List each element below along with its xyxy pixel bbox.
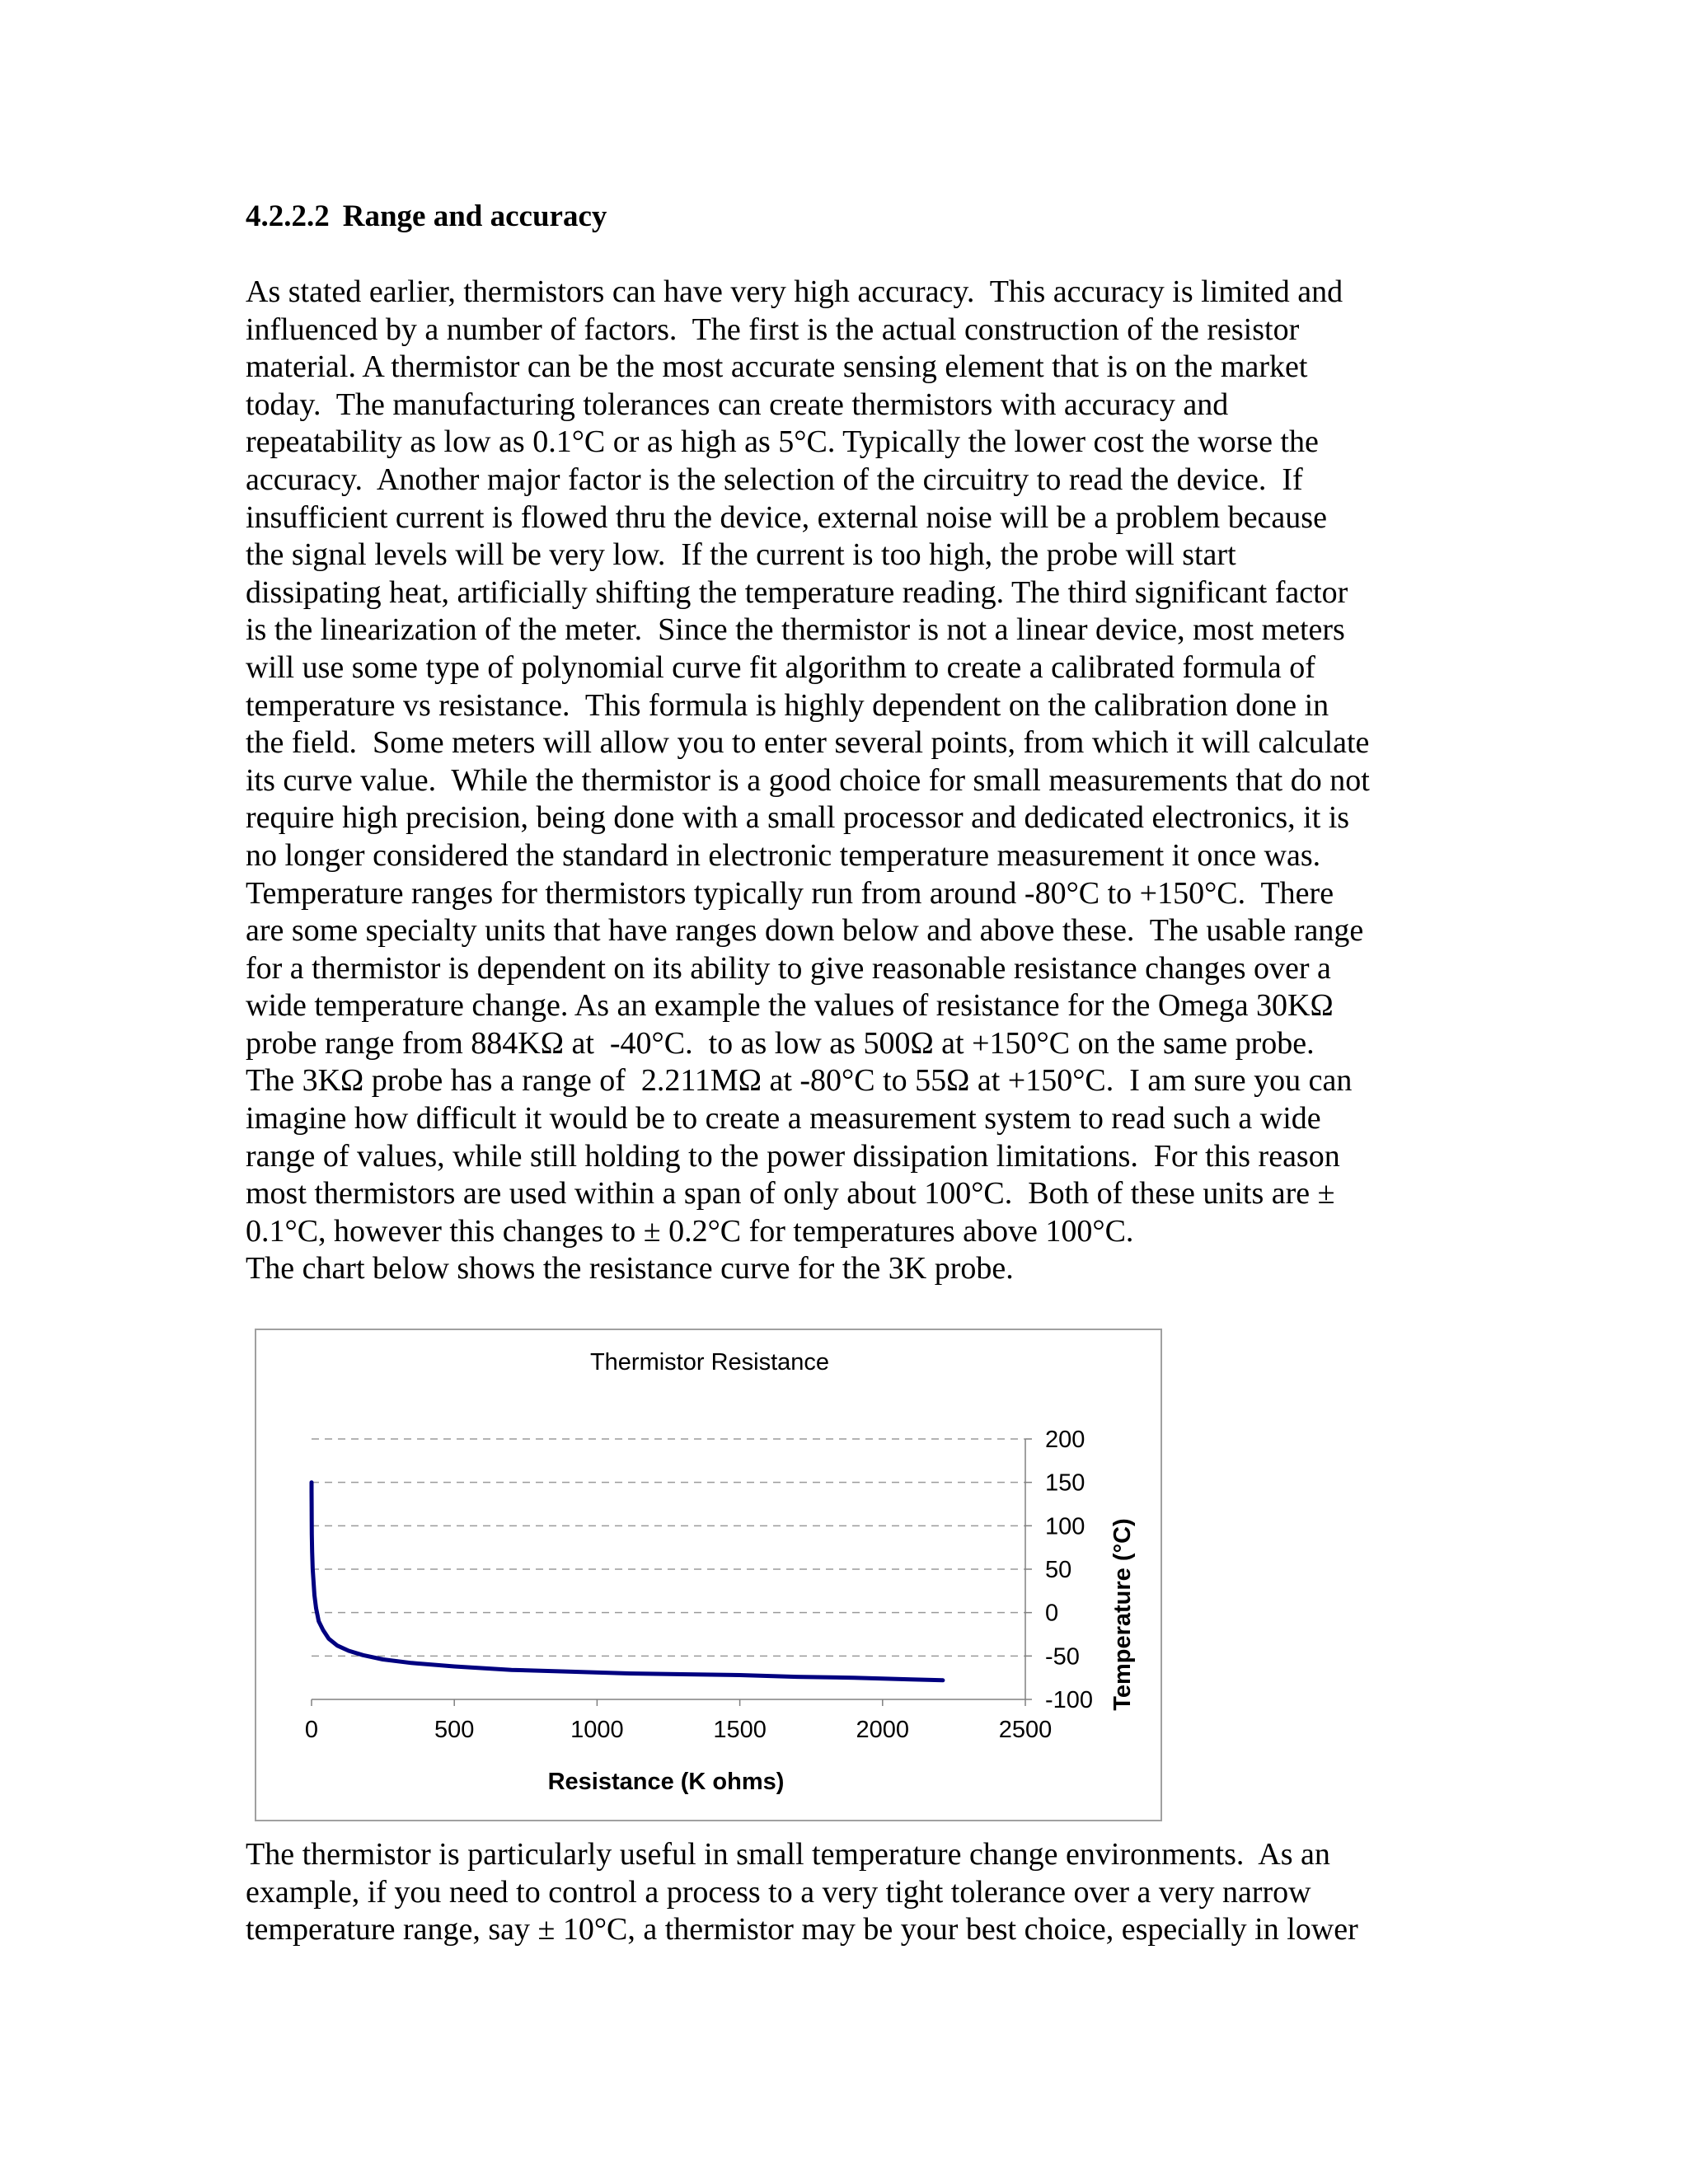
text-line: will use some type of polynomial curve fit algorithm to create a calibrated formula of (246, 649, 1315, 685)
paragraph-range-accuracy (246, 274, 1370, 1288)
text-line: most thermistors are used within a span of only about 100°C. Both of these units are ± (246, 1176, 1335, 1212)
text-line: no longer considered the standard in electronic temperature measurement it once was. (246, 837, 1321, 873)
x-tick-label: 500 (434, 1717, 475, 1743)
section-title: Range and accuracy (342, 199, 607, 233)
y-tick-label: 100 (1045, 1513, 1085, 1540)
text-line: wide temperature change. As an example the values of resistance for the Omega 30KΩ (246, 988, 1334, 1024)
text-line: the signal levels will be very low. If the current is too high, the probe will start (246, 537, 1236, 573)
x-tick-label: 0 (304, 1717, 319, 1743)
text-line: dissipating heat, artificially shifting the temperature reading. The third significant factor (246, 574, 1348, 610)
text-line: example, if you need to control a process to a very tight tolerance over a very narrow (246, 1874, 1311, 1910)
paragraph-small-temperature-change (246, 1836, 1358, 1949)
section-number: 4.2.2.2 (246, 199, 330, 233)
text-line: for a thermistor is dependent on its ability to give reasonable resistance changes over a (246, 950, 1331, 986)
text-line: probe range from 884KΩ at -40°C. to as low as 500Ω at +150°C on the same probe. (246, 1025, 1315, 1061)
chart-y-axis-label: Temperature (°C) (1109, 1518, 1136, 1711)
text-line: its curve value. While the thermistor is a good choice for small measurements that do not (246, 762, 1370, 798)
chart-x-axis-label: Resistance (K ohms) (547, 1769, 785, 1795)
x-tick-label: 2500 (998, 1717, 1053, 1743)
chart-gridlines (312, 1439, 1025, 1656)
x-tick-label: 1000 (570, 1717, 624, 1743)
text-line: today. The manufacturing tolerances can create thermistors with accuracy and (246, 387, 1229, 422)
y-tick-label: 150 (1045, 1469, 1085, 1497)
text-line: The chart below shows the resistance curve for the 3K probe. (246, 1251, 1014, 1286)
text-line: the field. Some meters will allow you to enter several points, from which it will calculate (246, 725, 1370, 761)
text-line: repeatability as low as 0.1°C or as high as 5°C. Typically the lower cost the worse the (246, 424, 1319, 460)
text-line: material. A thermistor can be the most accurate sensing element that is on the market (246, 349, 1308, 385)
y-tick-label: 50 (1045, 1557, 1072, 1583)
text-line: 0.1°C, however this changes to ± 0.2°C for temperatures above 100°C. (246, 1213, 1134, 1249)
text-line: influenced by a number of factors. The first is the actual construction of the resistor (246, 312, 1300, 347)
text-line: temperature vs resistance. This formula is highly dependent on the calibration done in (246, 687, 1329, 723)
text-line: The 3KΩ probe has a range of 2.211MΩ at -80°C to 55Ω at +150°C. I am sure you can (246, 1063, 1353, 1099)
resistance-curve (312, 1483, 943, 1680)
y-tick-label: -50 (1045, 1643, 1080, 1671)
section-heading (246, 196, 607, 237)
y-tick-label: -100 (1045, 1687, 1094, 1713)
text-line: is the linearization of the meter. Since the thermistor is not a linear device, most meters (246, 612, 1345, 648)
y-tick-label: 200 (1045, 1427, 1085, 1453)
text-line: The thermistor is particularly useful in small temperature change environments. As an (246, 1837, 1330, 1872)
chart-tick-labels (305, 1427, 1093, 1743)
chart-axes (312, 1439, 1032, 1706)
x-tick-label: 1500 (713, 1717, 767, 1743)
chart-title: Thermistor Resistance (589, 1349, 830, 1376)
chart-series (312, 1483, 943, 1680)
text-line: accuracy. Another major factor is the selection of the circuitry to read the device. If (246, 462, 1303, 497)
thermistor-resistance-chart (255, 1329, 1162, 1821)
text-line: temperature range, say ± 10°C, a thermistor may be your best choice, especially in lower (246, 1912, 1358, 1947)
text-line: require high precision, being done with a small processor and dedicated electronics, it is (246, 800, 1350, 836)
y-tick-label: 0 (1045, 1600, 1059, 1627)
text-line: insufficient current is flowed thru the device, external noise will be a problem because (246, 499, 1327, 535)
text-line: As stated earlier, thermistors can have very high accuracy. This accuracy is limited and (246, 274, 1343, 309)
text-line: Temperature ranges for thermistors typically run from around -80°C to +150°C. There (246, 875, 1334, 911)
text-line: imagine how difficult it would be to create a measurement system to read such a wide (246, 1101, 1321, 1137)
text-line: are some specialty units that have ranges down below and above these. The usable range (246, 913, 1364, 949)
chart-canvas (256, 1330, 1164, 1823)
x-tick-label: 2000 (856, 1717, 910, 1743)
text-line: range of values, while still holding to the power dissipation limitations. For this reason (246, 1138, 1340, 1174)
